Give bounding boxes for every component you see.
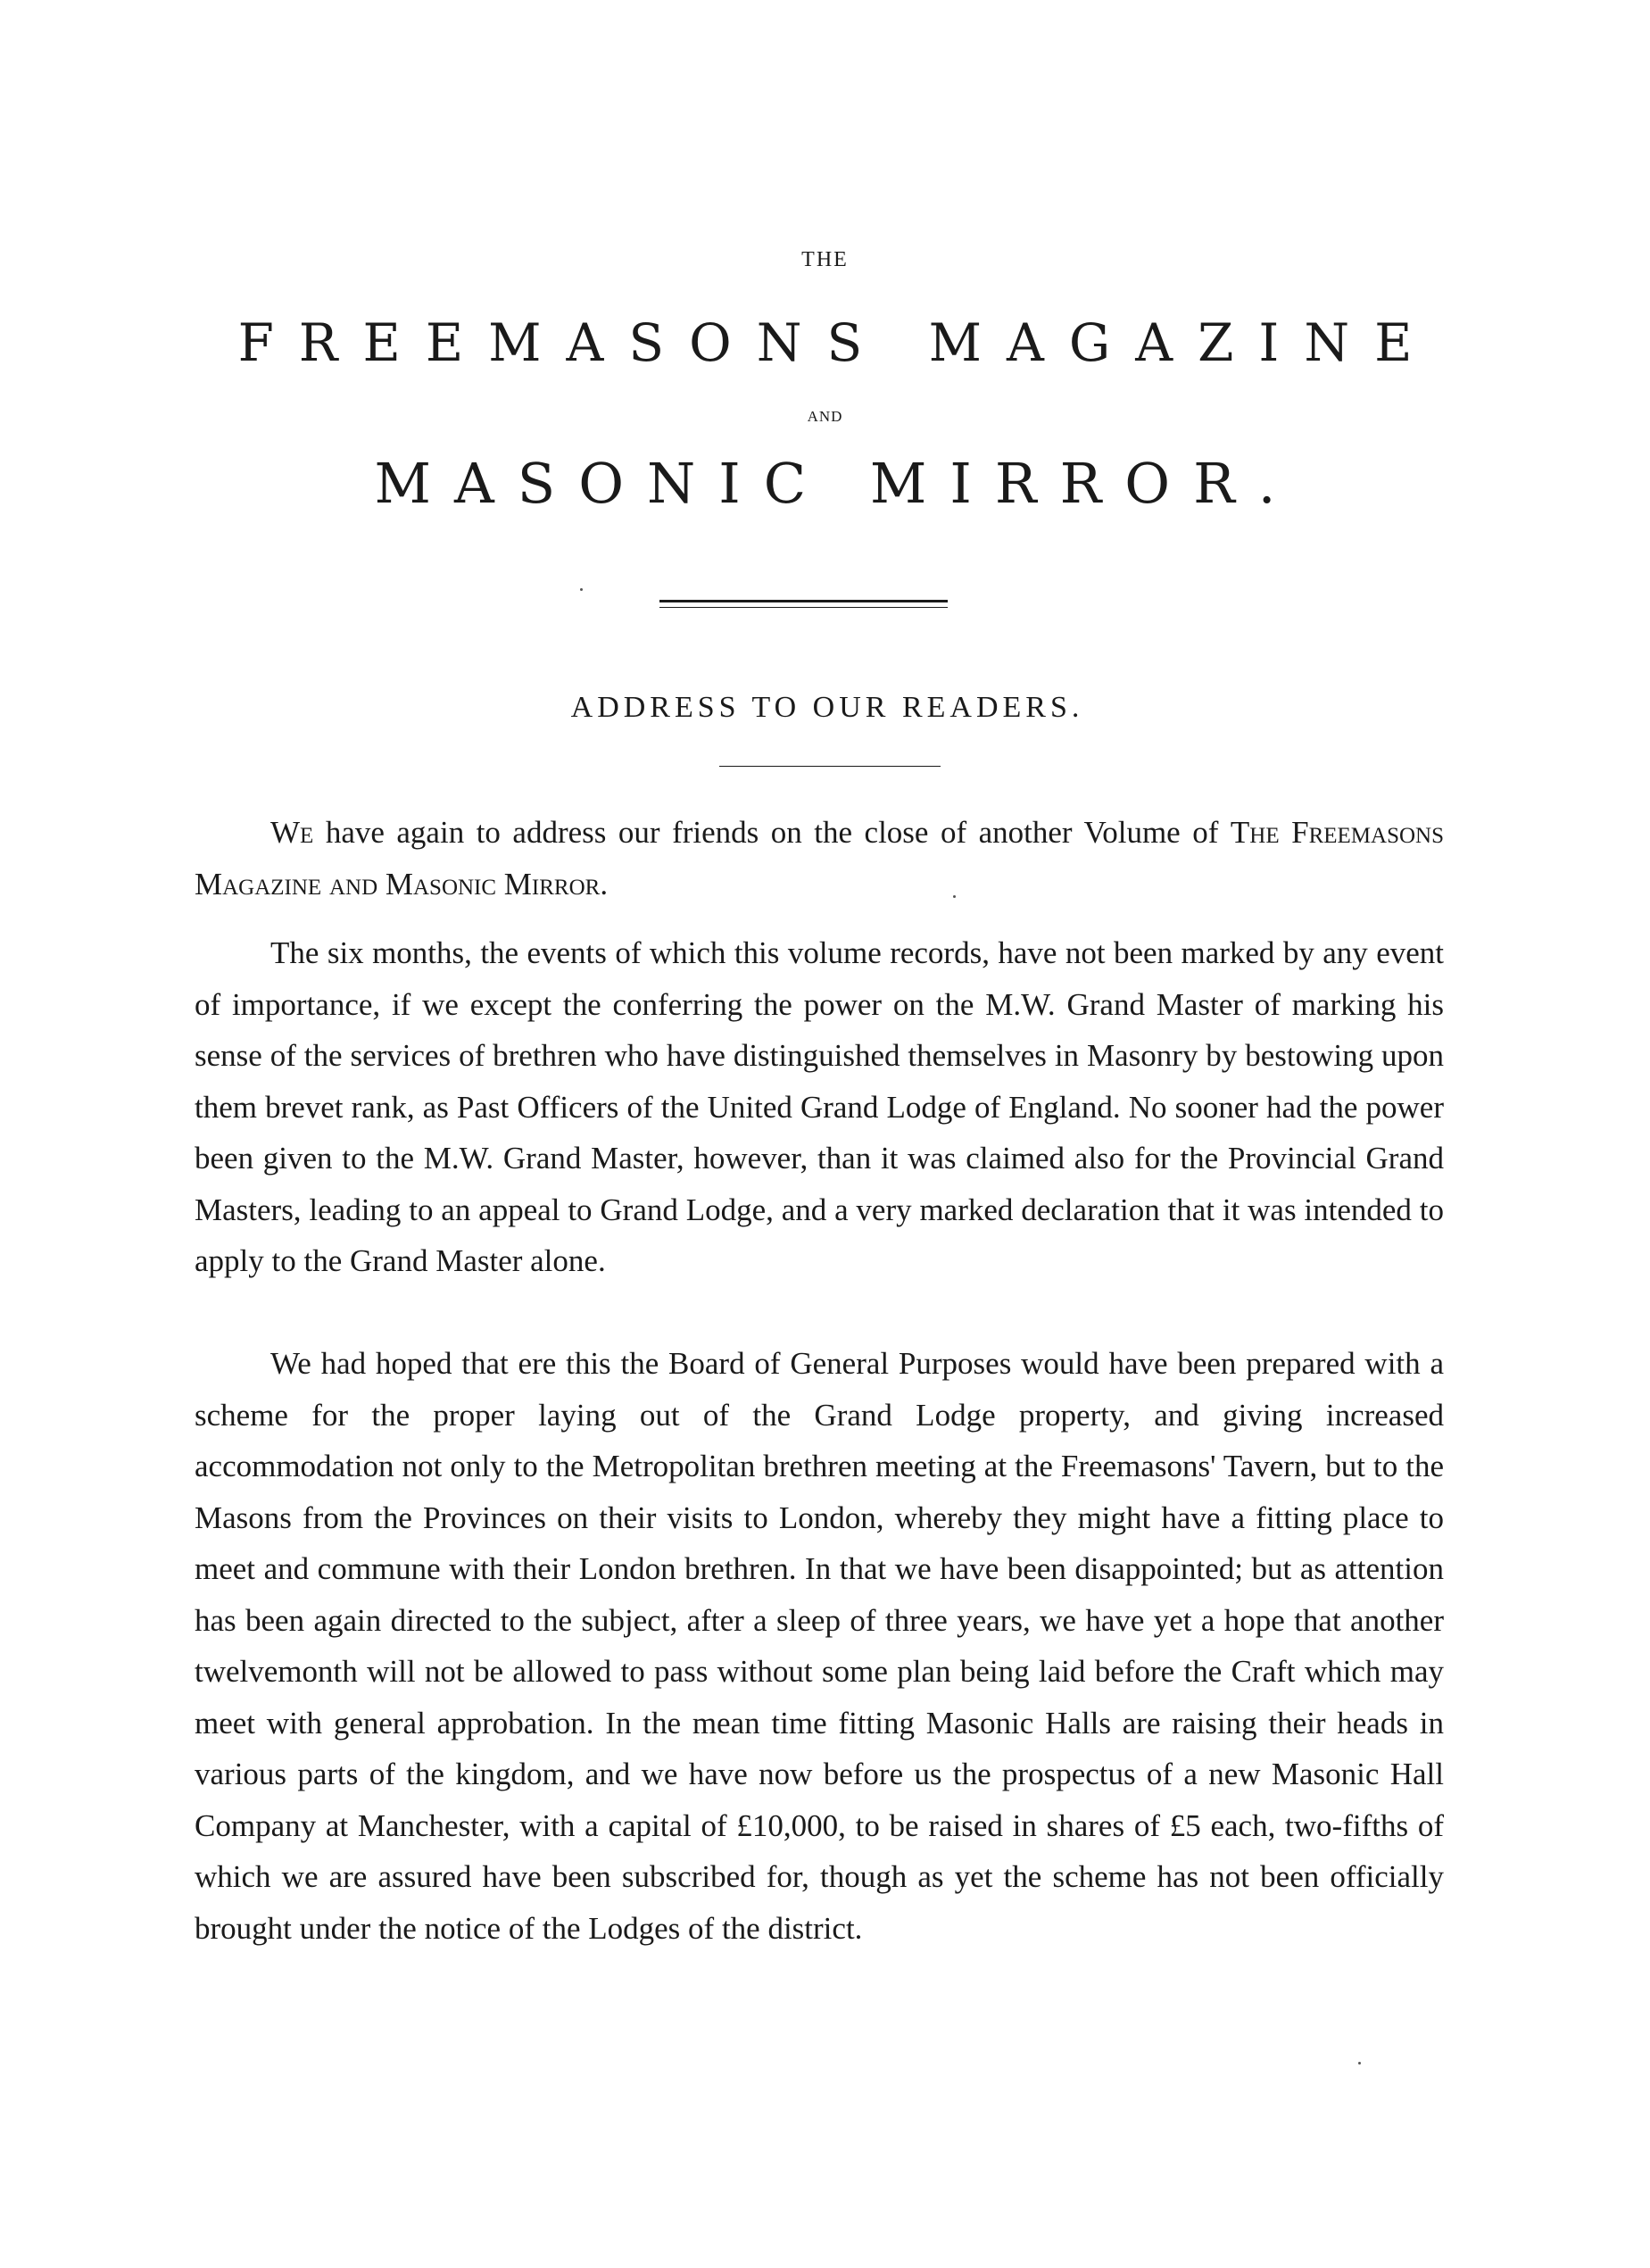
paragraph-1-publication-name: The Freemasons Magazine and Masonic Mirror: [195, 815, 1444, 901]
masthead-title-freemasons-magazine: FREEMASONS MAGAZINE: [237, 312, 1438, 373]
paragraph-1-lead-word: We: [270, 815, 314, 850]
masthead-the: THE: [801, 248, 849, 271]
paragraph-1-end: .: [600, 866, 609, 901]
paragraph-3-text: We had hoped that ere this the Board of General Purposes would have been prepared with a scheme for the proper laying out of the Grand Lodge property, and giving increased accommodation not only to the Metropolitan brethren meeting at the Freemasons' Tavern, but to the Masons from the Provinces on their visits to London, whereby they might have a fitting place to meet and commune with their London brethren. In that we have been disappointed; but as attention has been again directed to the subject, after a sleep of three years, we have yet a hope that another twelvemonth will not be allowed to pass without some plan being laid before the Craft which may meet with general approbation. In the mean time fitting Masonic Halls are raising their heads in various parts of the kingdom, and we have now before us the prospectus of a new Masonic Hall Company at Manchester, with a capital of £10,000, to be raised in shares of £5 each, two-fifths of which we are assured have been subscribed for, though as yet the scheme has not been officially brought under the notice of the Lodges of the district.: [195, 1346, 1444, 1946]
masthead-and: AND: [807, 408, 843, 425]
print-speck: [1358, 2062, 1361, 2064]
paragraph-1-text: have again to address our friends on the close of another Volume of: [313, 815, 1231, 850]
print-speck: [953, 895, 956, 898]
section-heading: ADDRESS TO OUR READERS.: [570, 691, 1084, 724]
paragraph-1: [195, 807, 1444, 910]
print-speck: [580, 588, 583, 591]
paragraph-2: [195, 927, 1444, 1287]
paragraph-3: [195, 1338, 1444, 1954]
double-rule-divider: [659, 600, 948, 608]
paragraph-2-text: The six months, the events of which this volume records, have not been marked by any event of importance, if we except the conferring the power on the M.W. Grand Master of marking his sense of the services of brethren who have distinguished themselves in Masonry by bestowing upon them brevet rank, as Past Officers of the United Grand Lodge of England. No sooner had the power been given to the M.W. Grand Master, however, than it was claimed also for the Provincial Grand Masters, leading to an appeal to Grand Lodge, and a very marked declaration that it was intended to apply to the Grand Master alone.: [195, 935, 1444, 1278]
short-rule-divider: [719, 766, 941, 767]
masthead-title-masonic-mirror: MASONIC MIRROR.: [374, 451, 1299, 516]
